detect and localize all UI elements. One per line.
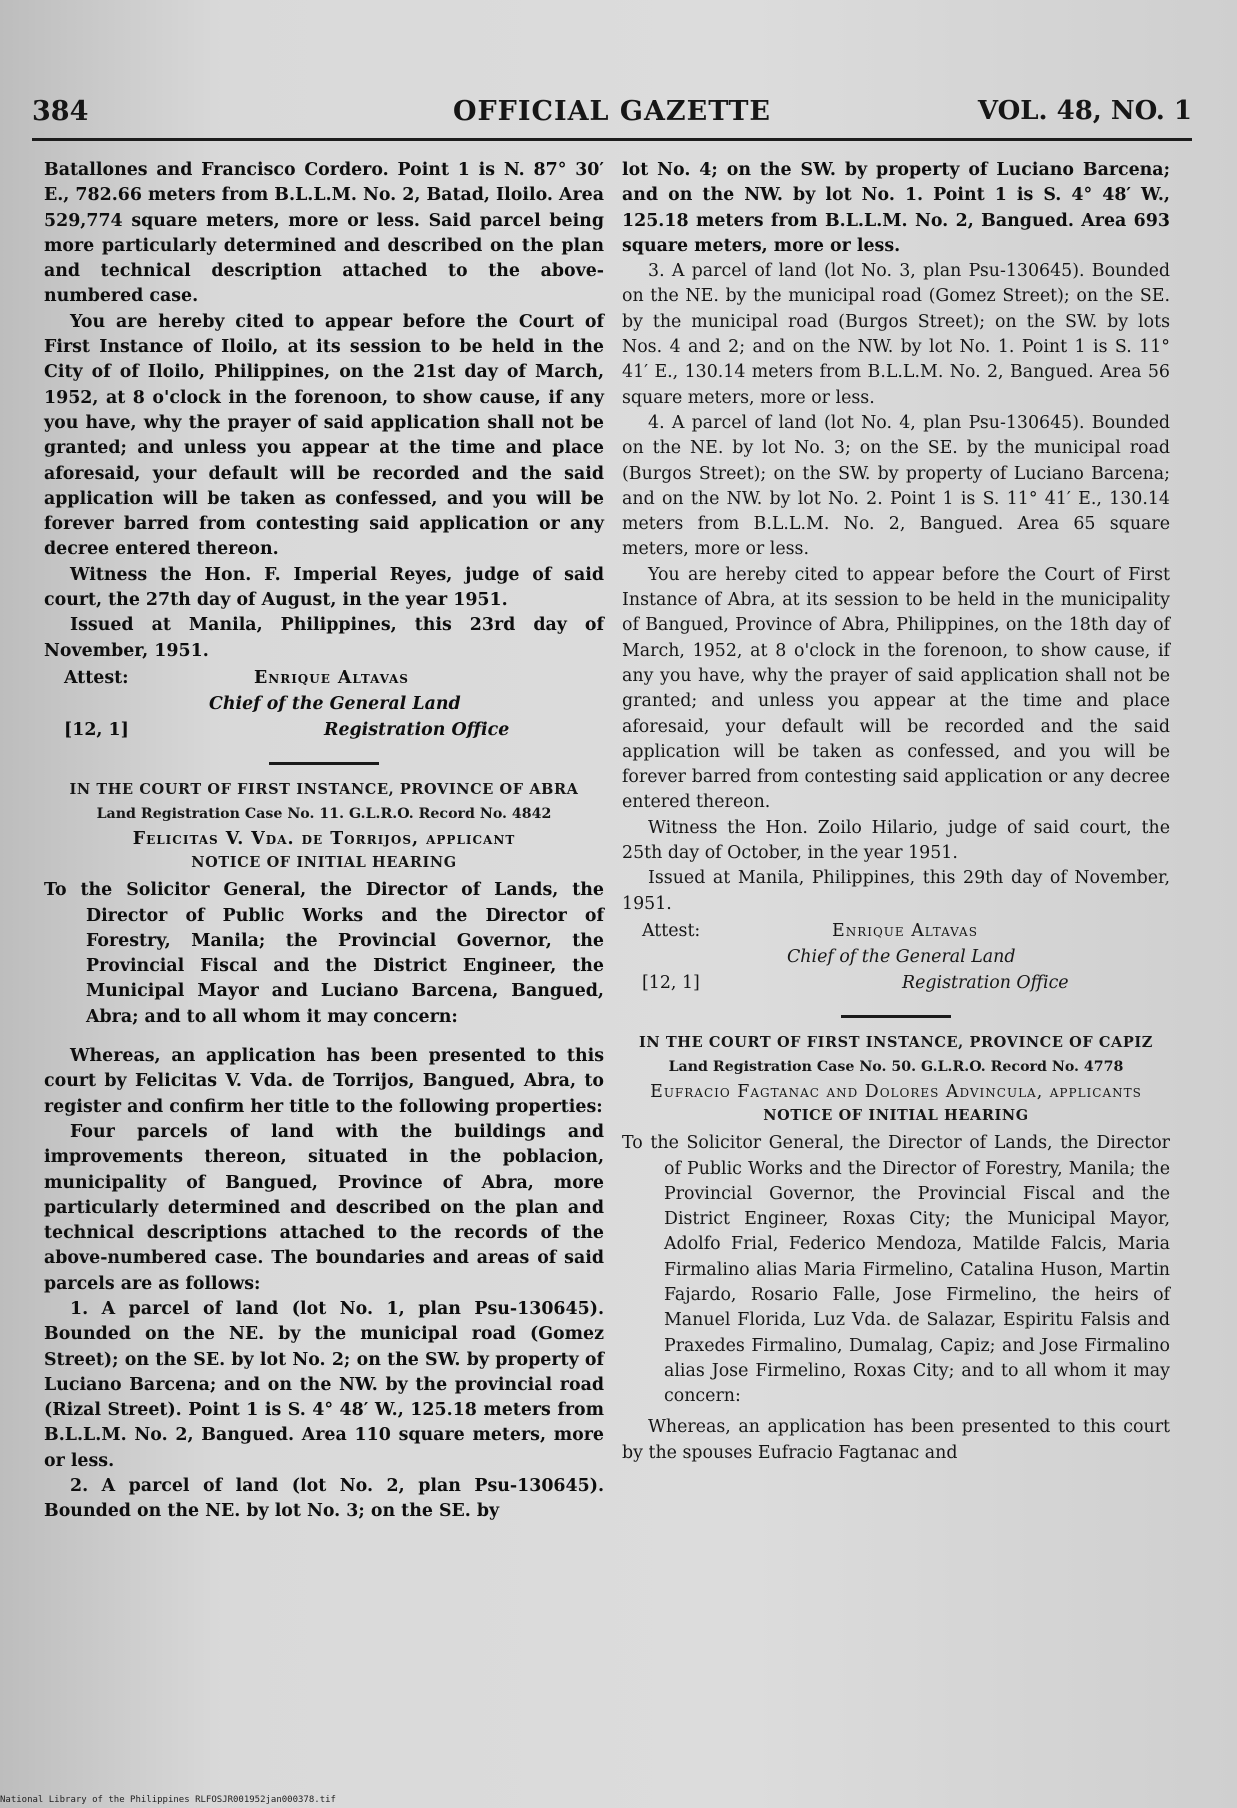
signatory-title: Chief of the General Land bbox=[209, 693, 461, 714]
section-divider bbox=[269, 762, 379, 765]
signature-block bbox=[44, 666, 604, 748]
section-divider bbox=[841, 1015, 951, 1018]
notice-heading: NOTICE OF INITIAL HEARING bbox=[763, 1107, 1029, 1125]
issue-code: [12, 1] bbox=[64, 719, 129, 740]
attest-label: Attest: bbox=[64, 667, 129, 688]
signatory-title: Chief of the General Land bbox=[787, 946, 1016, 967]
signature-block bbox=[622, 919, 1170, 1001]
court-heading: IN THE COURT OF FIRST INSTANCE, PROVINCE OF CAPIZ bbox=[639, 1033, 1153, 1051]
volume-label: VOL. 48, NO. 1 bbox=[977, 96, 1192, 126]
paragraph: You are hereby cited to appear before the Court of First Instance of Abra, at its session to be held in the municipality of Bangued, Province of Abra, Philippines, on the 18th day of March, 1952, at 8 o'clock in the forenoon, to show cause, if any you have, why the prayer of said application shall not be granted; and unless you appear at the time and place aforesaid, your default will be recorded and the said application will be taken as confessed, and you will be forever barred from contesting said application or any decree entered thereon. bbox=[622, 564, 1170, 813]
paragraph: Witness the Hon. F. Imperial Reyes, judge of said court, the 27th day of August, in the year 1951. bbox=[44, 564, 604, 611]
applicant-line: Felicitas V. Vda. de Torrijos, applicant bbox=[132, 828, 516, 849]
paragraph: Issued at Manila, Philippines, this 23rd day of November, 1951. bbox=[44, 615, 604, 661]
signatory-office: Registration Office bbox=[324, 719, 510, 740]
addressees: To the Solicitor General, the Director of Lands, the Director of Public Works and the Director of Forestry, Manila; the Provincial Governor, the Provincial Fiscal and the District Engineer, the Municipal Mayor and Luciano Barcena, Bangued, Abra; and to all whom it may concern: bbox=[44, 880, 604, 1027]
applicants-line: Eufracio Fagtanac and Dolores Advincula, applicants bbox=[650, 1081, 1142, 1102]
paragraph: 4. A parcel of land (lot No. 4, plan Psu-130645). Bounded on the NE. by lot No. 3; on the SE. by the municipal road (Burgos Street); on the SW. by property of Luciano Barcena; and on the NW. by lot No. 2. Point 1 is S. 11° 41′ E., 130.14 meters from B.L.L.M. No. 2, Bangued. Area 65 square meters, more or less. bbox=[622, 412, 1170, 560]
paragraph: Whereas, an application has been presented to this court by the spouses Eufracio Fagtanac and bbox=[622, 1417, 1170, 1463]
signatory-name: Enrique Altavas bbox=[832, 920, 978, 941]
paragraph: Whereas, an application has been presented to this court by Felicitas V. Vda. de Torrijos, Bangued, Abra, to register and confirm her title to the following properties: bbox=[44, 1046, 604, 1117]
case-line: Land Registration Case No. 11. G.L.R.O. Record No. 4842 bbox=[96, 805, 552, 822]
header-rule bbox=[32, 138, 1192, 141]
paragraph: 1. A parcel of land (lot No. 1, plan Psu-130645). Bounded on the NE. by the municipal road (Gomez Street); on the SE. by lot No. 2; on the SW. by property of Luciano Barcena; and on the NW. by the provincial road (Rizal Street). Point 1 is S. 4° 48′ W., 125.18 meters from B.L.L.M. No. 2, Bangued. Area 110 square meters, more or less. bbox=[44, 1298, 604, 1471]
signatory-office: Registration Office bbox=[902, 972, 1069, 993]
publication-title: OFFICIAL GAZETTE bbox=[452, 96, 772, 127]
paragraph: Four parcels of land with the buildings and improvements thereon, situated in the poblacion, municipality of Bangued, Province of Abra, more particularly determined and described on the plan and technical descriptions attached to the records of the above-numbered case. The boundaries and areas of said parcels are as follows: bbox=[44, 1121, 604, 1294]
issue-code: [12, 1] bbox=[642, 972, 700, 993]
page-number: 384 bbox=[32, 96, 89, 127]
scan-footer: National Library of the Philippines RLFOSJR001952jan000378.tif bbox=[0, 1795, 336, 1805]
paragraph: 3. A parcel of land (lot No. 3, plan Psu-130645). Bounded on the NE. by the municipal road (Gomez Street); on the SE. by the municipal road (Burgos Street); on the SW. by lots Nos. 4 and 2; and on the NW. by lot No. 1. Point 1 is S. 11° 41′ E., 130.14 meters from B.L.L.M. No. 2, Bangued. Area 56 square meters, more or less. bbox=[622, 261, 1170, 408]
paragraph: Witness the Hon. Zoilo Hilario, judge of said court, the 25th day of October, in the year 1951. bbox=[622, 817, 1170, 864]
attest-label: Attest: bbox=[642, 920, 701, 941]
court-heading: IN THE COURT OF FIRST INSTANCE, PROVINCE OF ABRA bbox=[69, 780, 579, 798]
addressees: To the Solicitor General, the Director of Lands, the Director of Public Works and the Director of Forestry, Manila; the Provincial Governor, the Provincial Fiscal and the District Engineer, Roxas City; the Municipal Mayor, Adolfo Frial, Federico Mendoza, Matilde Falcis, Maria Firmalino alias Maria Firmelino, Catalina Huson, Martin Fajardo, Rosario Falle, Jose Firmelino, the heirs of Manuel Florida, Luz Vda. de Salazar, Espiritu Falsis and Praxedes Firmalino, Dumalag, Capiz; and Jose Firmalino alias Jose Firmelino, Roxas City; and to all whom it may concern: bbox=[622, 1133, 1170, 1407]
paragraph: You are hereby cited to appear before the Court of First Instance of Iloilo, at its session to be held in the City of of Iloilo, Philippines, on the 21st day of March, 1952, at 8 o'clock in the forenoon, to show cause, if any you have, why the prayer of said application shall not be granted; and unless you appear at the time and place aforesaid, your default will be recorded and the said application will be taken as confessed, and you will be forever barred from contesting said application or any decree entered thereon. bbox=[44, 311, 604, 560]
left-column bbox=[44, 158, 604, 1525]
right-column bbox=[622, 158, 1170, 1466]
signatory-name: Enrique Altavas bbox=[254, 667, 409, 688]
paragraph: 2. A parcel of land (lot No. 2, plan Psu-130645). Bounded on the NE. by lot No. 3; on the SE. by bbox=[44, 1476, 604, 1522]
paragraph: lot No. 4; on the SW. by property of Luciano Barcena; and on the NW. by lot No. 1. Point 1 is S. 4° 48′ W., 125.18 meters from B.L.L.M. No. 2, Bangued. Area 693 square meters, more or less. bbox=[622, 160, 1170, 256]
paragraph: Issued at Manila, Philippines, this 29th day of November, 1951. bbox=[622, 868, 1170, 914]
page-header bbox=[32, 88, 1192, 138]
paragraph: Batallones and Francisco Cordero. Point 1 is N. 87° 30′ E., 782.66 meters from B.L.L.M. No. 2, Batad, Iloilo. Area 529,774 square meters, more or less. Said parcel being more particularly determined and described on the plan and technical description attached to the above-numbered case. bbox=[44, 160, 604, 307]
case-line: Land Registration Case No. 50. G.L.R.O. Record No. 4778 bbox=[668, 1058, 1124, 1075]
notice-heading: NOTICE OF INITIAL HEARING bbox=[191, 854, 457, 872]
